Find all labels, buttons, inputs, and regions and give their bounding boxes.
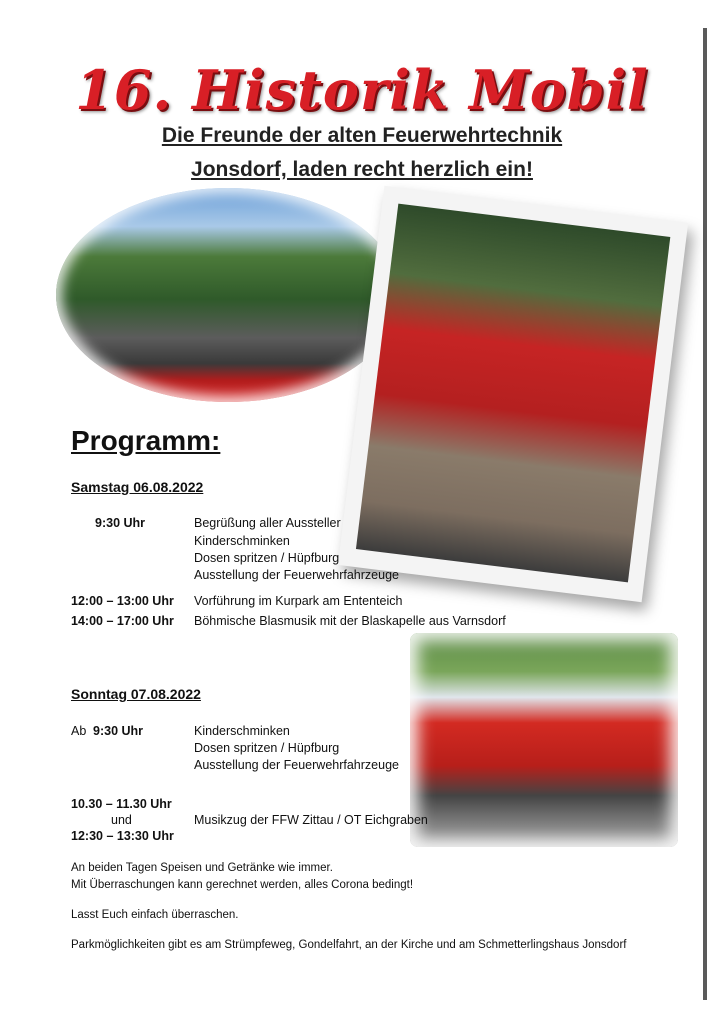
saturday-time-3: 14:00 – 17:00 Uhr <box>71 614 174 628</box>
sunday-item-4: Musikzug der FFW Zittau / OT Eichgraben <box>194 813 428 827</box>
sunday-time-2b: 12:30 – 13:30 Uhr <box>71 829 174 843</box>
sunday-time-2a: 10.30 – 11.30 Uhr <box>71 797 172 811</box>
sunday-item-3: Ausstellung der Feuerwehrfahrzeuge <box>194 758 399 772</box>
saturday-item-1: Begrüßung aller Aussteller <box>194 516 341 530</box>
program-heading: Programm: <box>71 425 221 456</box>
saturday-heading: Samstag 06.08.2022 <box>71 479 204 495</box>
saturday-item-3: Dosen spritzen / Hüpfburg <box>194 551 340 565</box>
saturday-item-4: Ausstellung der Feuerwehrfahrzeuge <box>194 568 399 582</box>
saturday-item-2: Kinderschminken <box>194 534 290 548</box>
event-title: 16. Historik Mobil <box>75 58 649 122</box>
sunday-item-2: Dosen spritzen / Hüpfburg <box>194 741 340 755</box>
note-parking: Parkmöglichkeiten gibt es am Strümpfeweg, Gondelfahrt, an der Kirche und am Schmetterlingshaus Jonsdorf <box>71 939 627 951</box>
sunday-time-and: und <box>111 813 132 827</box>
saturday-time-2: 12:00 – 13:00 Uhr <box>71 594 174 608</box>
saturday-item-5: Vorführung im Kurpark am Ententeich <box>194 594 403 608</box>
note-surprises: Mit Überraschungen kann gerechnet werden, alles Corona bedingt! <box>71 879 414 891</box>
subtitle-line-2: Jonsdorf, laden recht herzlich ein! <box>191 158 533 181</box>
photo-fire-trucks-tilted <box>338 186 688 602</box>
subtitle-line-1: Die Freunde der alten Feuerwehrtechnik <box>161 124 563 147</box>
sunday-time-1: 9:30 Uhr <box>93 724 144 738</box>
sunday-time-prefix: Ab <box>71 724 87 738</box>
note-food: An beiden Tagen Speisen und Getränke wie immer. <box>71 862 333 874</box>
note-be-surprised: Lasst Euch einfach überraschen. <box>71 909 239 921</box>
photo-red-fire-truck <box>410 633 678 847</box>
saturday-time-1: 9:30 Uhr <box>95 516 146 530</box>
photo-fire-trucks-oval <box>56 188 400 402</box>
sunday-item-1: Kinderschminken <box>194 724 290 738</box>
saturday-item-6: Böhmische Blasmusik mit der Blaskapelle aus Varnsdorf <box>194 614 506 628</box>
sunday-heading: Sonntag 07.08.2022 <box>71 686 201 702</box>
